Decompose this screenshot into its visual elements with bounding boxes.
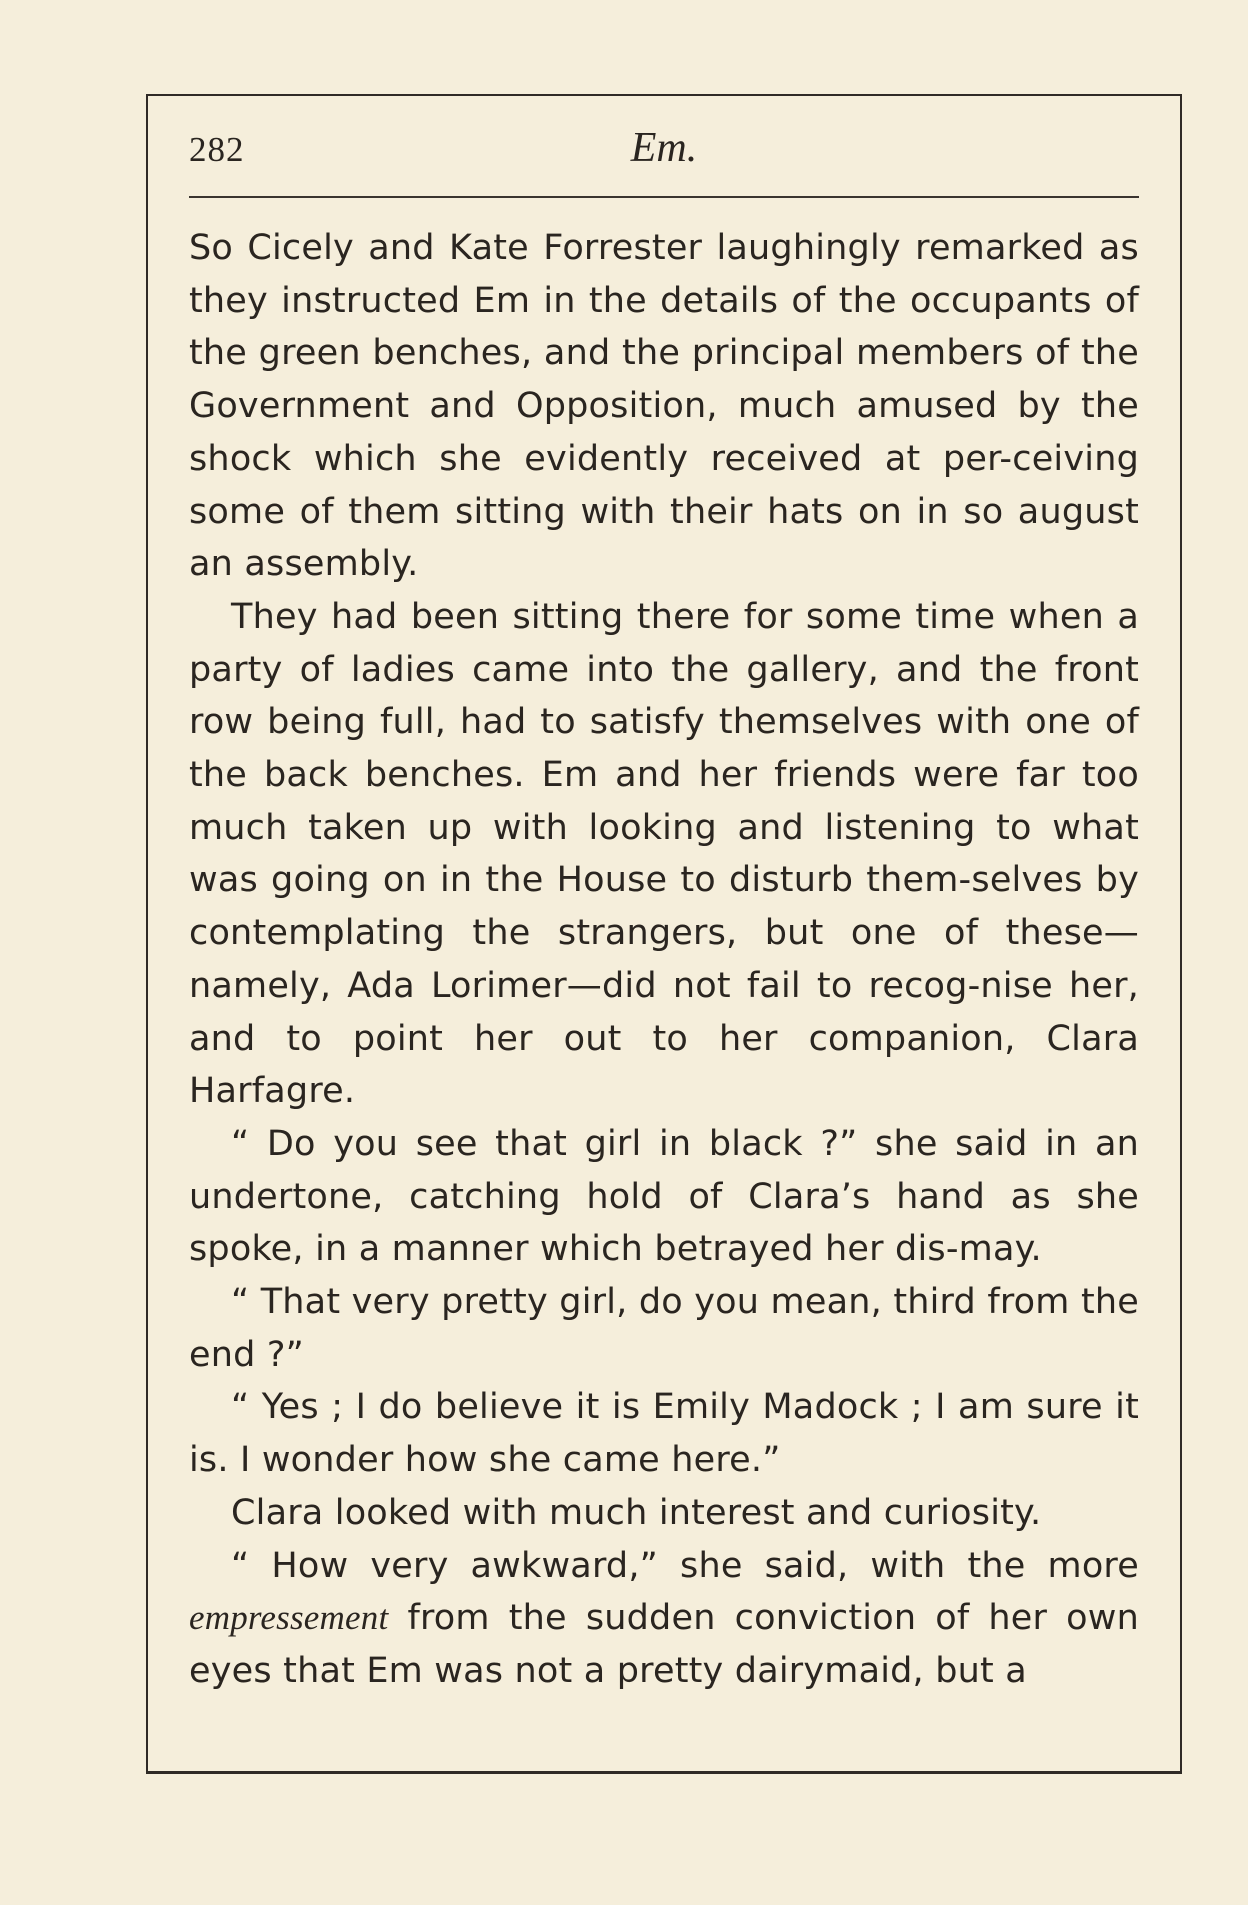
paragraph [189, 1540, 1139, 1698]
italic-word: empressement [189, 1598, 389, 1638]
paragraph: Clara looked with much interest and curiosity. [231, 1492, 1042, 1533]
paragraph: “ Yes ; I do believe it is Emily Madock ; I am sure it is. I wonder how she came here.” [189, 1387, 1139, 1481]
paragraph: “ Do you see that girl in black ?” she said in an undertone, catching hold of Clara’s hand as she spoke, in a manner which betrayed her dis-may. [189, 1123, 1139, 1270]
running-head [189, 120, 1139, 180]
paragraph-text: “ How very awkward,” she said, with the more [231, 1545, 1139, 1586]
page-number: 282 [189, 130, 245, 169]
header-rule [189, 196, 1139, 198]
running-title: Em. [630, 125, 698, 171]
paragraph: So Cicely and Kate Forrester laughingly remarked as they instructed Em in the details of the occupants of the green benches, and the principal members of the Government and Opposition, much amused by the shock which she evidently received at per-ceiving some of them sitting with their hats on in so august an assembly. [189, 228, 1139, 585]
paragraph-text: from the sudden conviction of her own eyes that Em was not a pretty dairymaid, but a [189, 1598, 1139, 1691]
paragraph: “ That very pretty girl, do you mean, third from the end ?” [189, 1282, 1139, 1375]
body-text [189, 222, 1139, 1698]
paragraph: They had been sitting there for some time when a party of ladies came into the gallery, and the front row being full, had to satisfy themselves with one of the back benches. Em and her friends were far too much taken up with looking and listening to what was going on in the House to disturb them-selves by contemplating the strangers, but one of these—namely, Ada Lorimer—did not fail to recog-nise her, and to point her out to her companion, Clara Harfagre. [189, 596, 1139, 1112]
